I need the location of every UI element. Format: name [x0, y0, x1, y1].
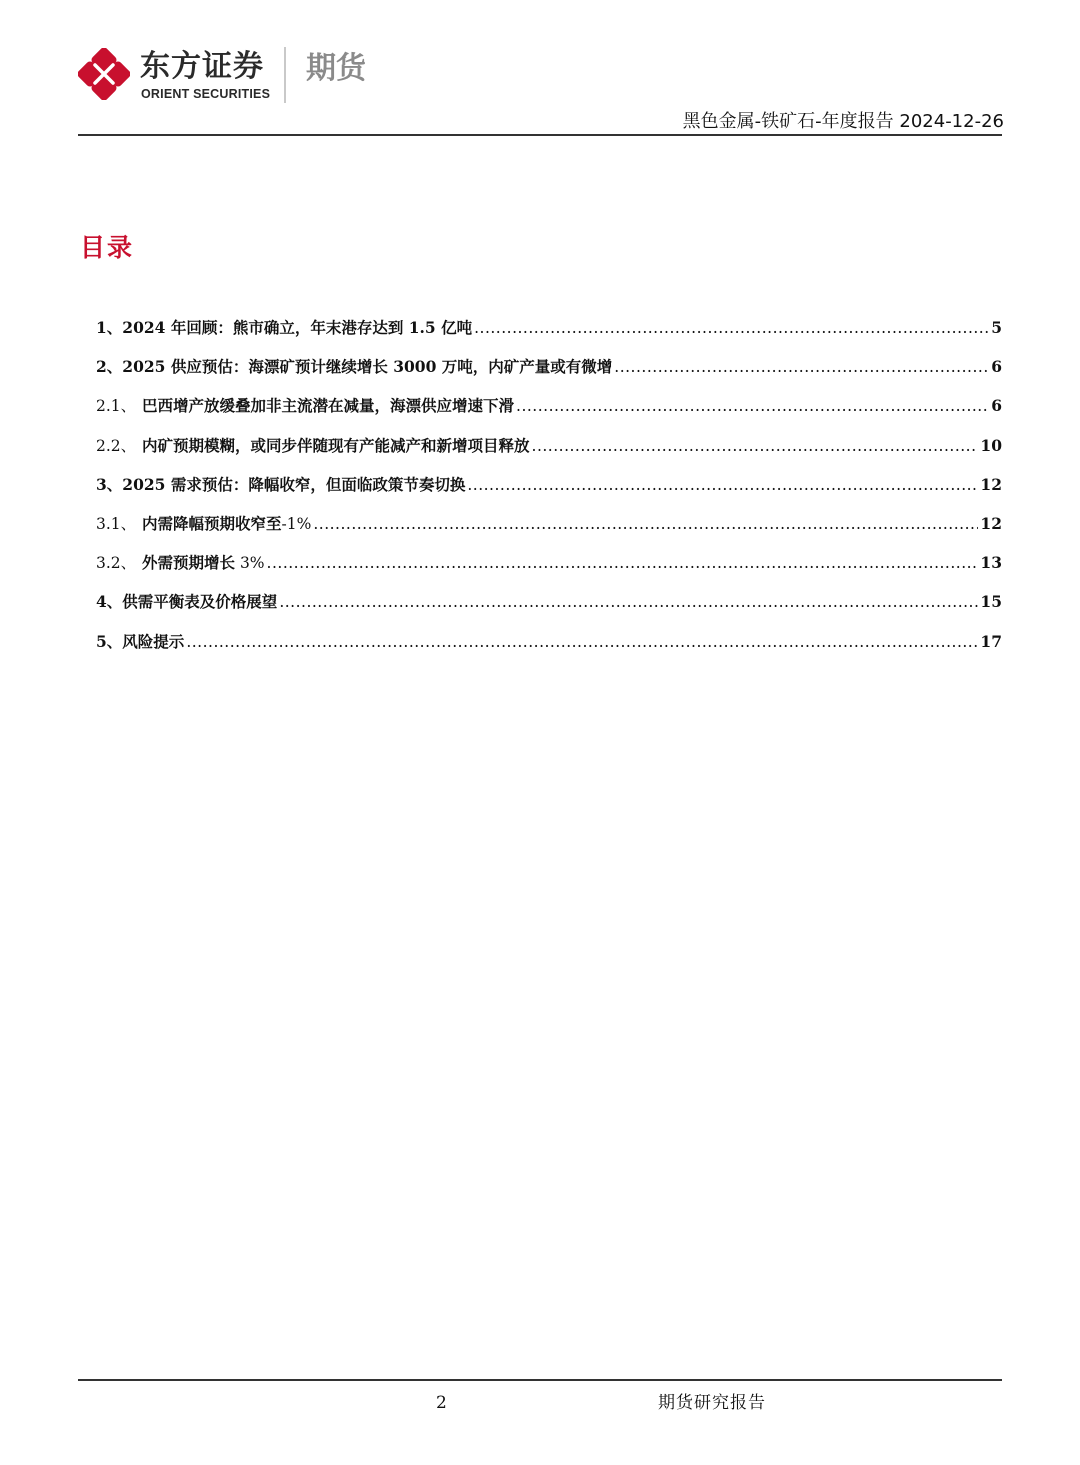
toc-entry-page: 12 [980, 513, 1002, 533]
toc-entry[interactable] [96, 433, 1002, 472]
toc-entry-number: 5、 [96, 631, 123, 651]
header-divider [78, 134, 1002, 136]
logo-divider [284, 47, 286, 103]
toc-leader-dots [614, 354, 989, 380]
toc-entry-number: 2.1、 [96, 397, 137, 416]
toc-entry-page: 5 [991, 318, 1002, 337]
toc-entry-page: 12 [980, 474, 1002, 494]
toc-entry-title-tail: 3% [235, 554, 265, 573]
toc-entry[interactable] [96, 315, 1002, 354]
toc-entry-title: 内需降幅预期收窄至 [142, 513, 282, 533]
toc-entry[interactable] [96, 629, 1002, 668]
toc-leader-dots [467, 472, 978, 498]
toc-entry-title: 2025 需求预估：降幅收窄，但面临政策节奏切换 [122, 474, 466, 494]
toc-title: 目录 [80, 233, 135, 262]
footer-report-label: 期货研究报告 [658, 1393, 766, 1413]
toc-entry[interactable] [96, 589, 1002, 628]
toc-entry-number: 3.2、 [96, 554, 137, 573]
toc-entry-number: 3.1、 [96, 514, 137, 533]
toc-entry-number: 2.2、 [96, 436, 137, 455]
toc-leader-dots [474, 315, 989, 341]
toc-entry[interactable] [96, 393, 1002, 432]
toc-entry-title: 风险提示 [122, 631, 185, 651]
toc-entry-title: 内矿预期模糊，或同步伴随现有产能减产和新增项目释放 [142, 435, 530, 455]
toc-entry-page: 15 [980, 592, 1002, 612]
toc-entry[interactable] [96, 511, 1002, 550]
toc-entry-page: 6 [991, 396, 1002, 416]
toc-entry-number: 1、 [96, 318, 123, 337]
footer-divider [78, 1379, 1002, 1381]
toc-leader-dots [267, 550, 979, 576]
toc-entry-page: 13 [980, 553, 1002, 573]
toc-leader-dots [516, 393, 989, 419]
logo-english-name: ORIENT SECURITIES [141, 87, 271, 101]
table-of-contents [96, 315, 1002, 668]
toc-entry-title: 供需平衡表及价格展望 [122, 592, 278, 612]
report-header-line: 黑色金属-铁矿石-年度报告 2024-12-26 [682, 111, 1004, 132]
toc-entry-title: 外需预期增长 [142, 553, 236, 573]
toc-leader-dots [186, 629, 978, 655]
toc-leader-dots [532, 433, 979, 459]
toc-entry-title: 2025 供应预估：海漂矿预计继续增长 3000 万吨，内矿产量或有微增 [122, 357, 613, 377]
toc-entry-number: 3、 [96, 474, 123, 494]
logo-subtitle: 期货 [306, 51, 366, 86]
toc-entry-number: 2、 [96, 357, 123, 377]
toc-entry-page: 10 [980, 435, 1002, 455]
toc-entry-number: 4、 [96, 592, 123, 612]
toc-entry-title: 巴西增产放缓叠加非主流潜在减量，海漂供应增速下滑 [142, 396, 515, 416]
toc-leader-dots [279, 589, 978, 615]
toc-entry[interactable] [96, 550, 1002, 589]
toc-entry-title-wrap [142, 511, 311, 537]
toc-entry-title-tail: -1% [281, 514, 312, 533]
logo-chinese-name: 东方证券 [140, 49, 264, 84]
toc-entry[interactable] [96, 472, 1002, 511]
toc-entry-title: 2024 年回顾：熊市确立，年末港存达到 1.5 亿吨 [122, 318, 473, 337]
toc-entry[interactable] [96, 354, 1002, 393]
company-logo-icon [78, 48, 130, 100]
toc-entry-page: 6 [991, 357, 1002, 377]
footer-page-number: 2 [436, 1393, 447, 1413]
toc-leader-dots [313, 511, 978, 537]
toc-entry-page: 17 [980, 631, 1002, 651]
toc-entry-title-wrap [142, 550, 265, 576]
